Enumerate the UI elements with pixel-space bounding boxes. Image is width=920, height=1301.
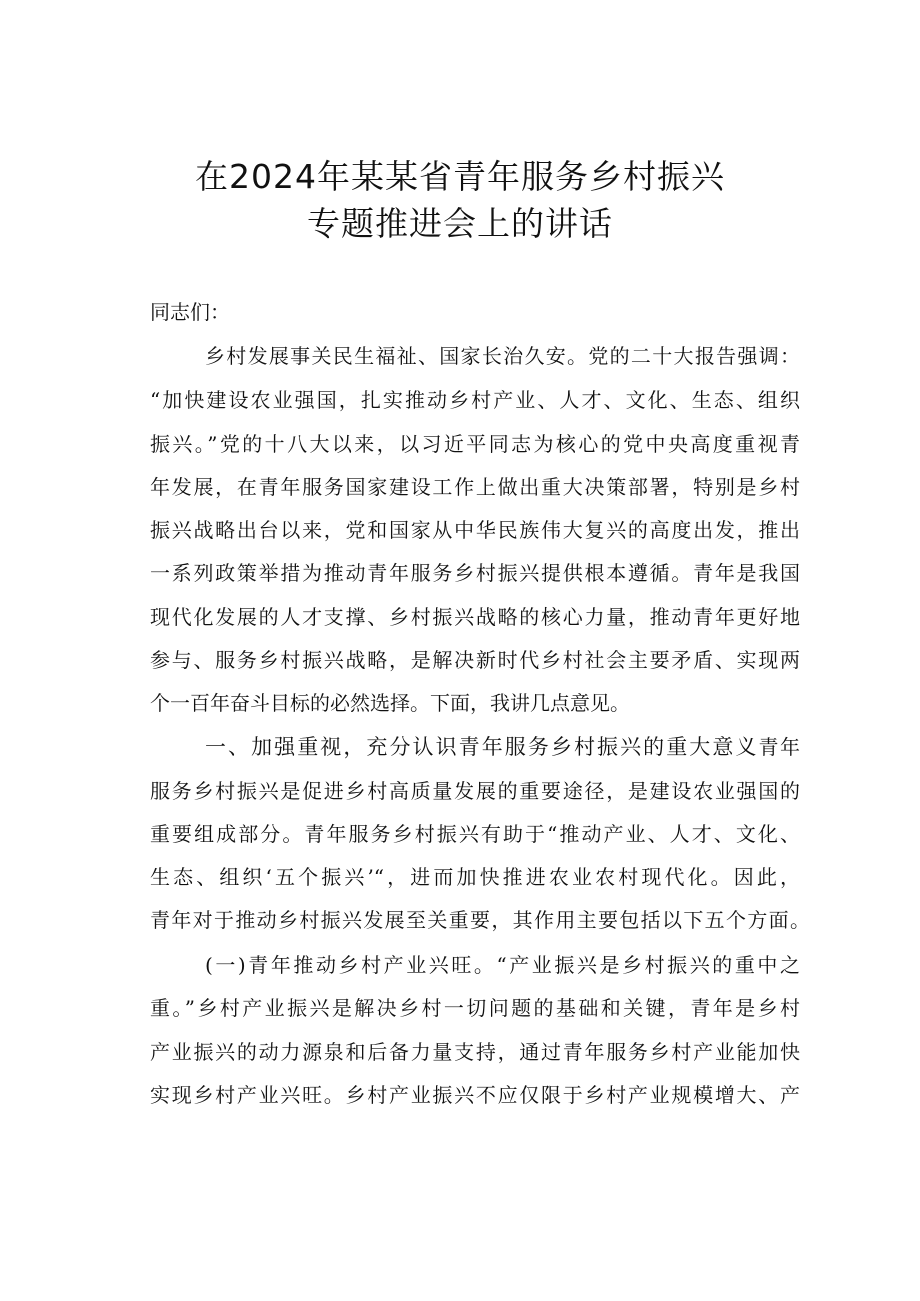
document-title-line-1: 在2024年某某省青年服务乡村振兴 bbox=[195, 157, 725, 196]
salutation: 同志们： bbox=[150, 300, 230, 324]
paragraph-line: 重。”乡村产业振兴是解决乡村一切问题的基础和关键，青年是乡村 bbox=[150, 996, 800, 1020]
paragraph-line: 乡村发展事关民生福祉、国家长治久安。党的二十大报告强调： bbox=[205, 344, 800, 368]
paragraph-line: (一)青年推动乡村产业兴旺。“产业振兴是乡村振兴的重中之 bbox=[205, 953, 800, 977]
paragraph-line: 服务乡村振兴是促进乡村高质量发展的重要途径，是建设农业强国的 bbox=[150, 779, 800, 803]
paragraph-line: 产业振兴的动力源泉和后备力量支持，通过青年服务乡村产业能加快 bbox=[150, 1040, 800, 1064]
paragraph-line: 个一百年奋斗目标的必然选择。下面，我讲几点意见。 bbox=[150, 691, 630, 715]
paragraph-line: 青年对于推动乡村振兴发展至关重要，其作用主要包括以下五个方面。 bbox=[150, 908, 810, 932]
section-heading-tail: 青年 bbox=[758, 735, 801, 759]
paragraph-line: 参与、服务乡村振兴战略，是解决新时代乡村社会主要矛盾、实现两 bbox=[150, 648, 800, 672]
section-heading-line bbox=[205, 727, 800, 767]
paragraph-line: 重要组成部分。青年服务乡村振兴有助于“推动产业、人才、文化、 bbox=[150, 822, 800, 846]
paragraph-line: 实现乡村产业兴旺。乡村产业振兴不应仅限于乡村产业规模增大、产 bbox=[150, 1083, 800, 1107]
paragraph-line: 生态、组织‘五个振兴’“，进而加快推进农业农村现代化。因此， bbox=[150, 865, 800, 889]
paragraph-line: 年发展，在青年服务国家建设工作上做出重大决策部署，特别是乡村 bbox=[150, 475, 800, 499]
paragraph-line: 现代化发展的人才支撑、乡村振兴战略的核心力量，推动青年更好地 bbox=[150, 605, 800, 629]
paragraph-line: 振兴。”党的十八大以来，以习近平同志为核心的党中央高度重视青 bbox=[150, 432, 800, 456]
paragraph-line: 一系列政策举措为推动青年服务乡村振兴提供根本遵循。青年是我国 bbox=[150, 561, 800, 585]
paragraph-line: 振兴战略出台以来，党和国家从中华民族伟大复兴的高度出发，推出 bbox=[150, 518, 800, 542]
section-heading: 一、加强重视，充分认识青年服务乡村振兴的重大意义 bbox=[205, 735, 759, 759]
document-title-line-2: 专题推进会上的讲话 bbox=[307, 204, 613, 243]
paragraph-line: “加快建设农业强国，扎实推动乡村产业、人才、文化、生态、组织 bbox=[150, 388, 800, 412]
